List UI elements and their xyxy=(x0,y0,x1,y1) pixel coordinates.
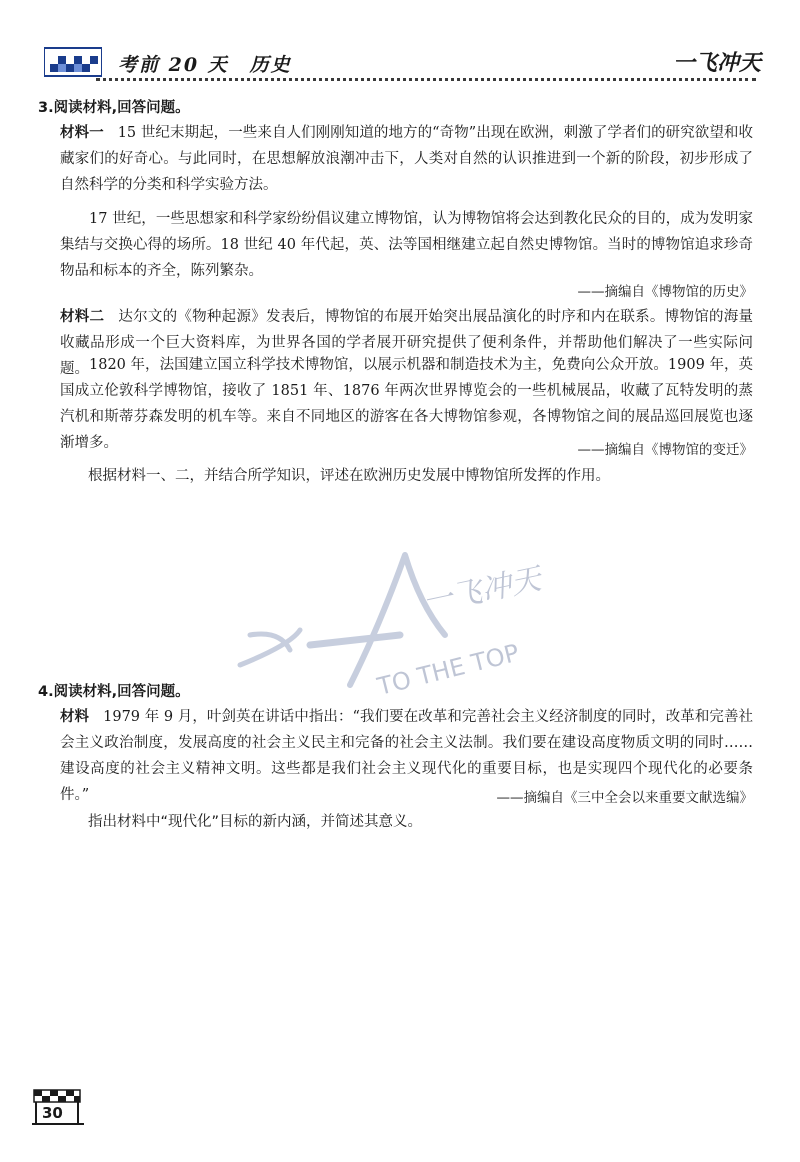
question-4-heading: 4.阅读材料,回答问题。 xyxy=(38,684,190,700)
page-header xyxy=(38,40,763,90)
q3-material-1-para-1 xyxy=(60,120,753,198)
q3-material-1-text-1: 15 世纪末期起，一些来自人们刚刚知道的地方的“奇物”出现在欧洲，刺激了学者们的研究欲望和收藏家们的好奇心。与此同时，在思想解放浪潮冲击下，人类对自然的认识推进到一个新的阶段，初步形成了自然科学的分类和科学实验方法。 xyxy=(60,125,753,193)
q4-material-text: 1979 年 9 月，叶剑英在讲话中指出：“我们要在改革和完善社会主义经济制度的同时，改革和完善社会主义政治制度，发展高度的社会主义民主和完备的社会主义法制。我们要在建设高度物质文明的同时……建设高度的社会主义精神文明。这些都是我们社会主义现代化的重要目标，也是实现四个现代化的必要条件。” xyxy=(60,709,753,803)
q3-material-2-label: 材料二 xyxy=(60,309,105,325)
watermark-logo xyxy=(230,535,550,705)
q4-material-source: ——摘编自《三中全会以来重要文献选编》 xyxy=(496,790,753,806)
q3-material-1-label: 材料一 xyxy=(60,125,104,141)
watermark-cn: 一飞冲天 xyxy=(419,561,545,621)
q3-material-2-para-2: 1820 年，法国建立国立科学技术博物馆，以展示机器和制造技术为主，免费向公众开放。1909 年，英国成立伦敦科学博物馆，接收了 1851 年、1876 年两次世界博览会的一些机械展品，收藏了瓦特发明的蒸汽机和斯蒂芬森发明的机车等。来自不同地区的游客在各大博物馆参观，各博物馆之间的展品巡回展览也逐渐增多。 xyxy=(60,357,753,451)
q3-prompt: 根据材料一、二，并结合所学知识，评述在欧洲历史发展中博物馆所发挥的作用。 xyxy=(88,468,610,484)
question-3-heading: 3.阅读材料,回答问题。 xyxy=(38,100,190,116)
q3-material-1-source: ——摘编自《博物馆的历史》 xyxy=(577,284,753,300)
q3-material-1-para-2: 17 世纪，一些思想家和科学家纷纷倡议建立博物馆，认为博物馆将会达到教化民众的目的，成为发明家集结与交换心得的场所。18 世纪 40 年代起，英、法等国相继建立起自然史博物馆。当时的博物馆追求珍奇物品和标本的齐全，陈列繁杂。 xyxy=(60,211,753,279)
header-brand-logo: 一飞冲天 xyxy=(672,51,761,76)
q3-material-2-source: ——摘编自《博物馆的变迁》 xyxy=(577,442,753,458)
page-number-badge xyxy=(30,1088,86,1128)
watermark-en: TO THE TOP xyxy=(374,638,522,701)
q3-material-2-text-1: 达尔文的《物种起源》发表后，博物馆的布展开始突出展品演化的时序和内在联系。博物馆的海量收藏品形成一个巨大资料库，为世界各国的学者展开研究提供了便利条件，并帮助他们解决了一些实际问题。 xyxy=(60,309,754,377)
q4-material-label: 材料 xyxy=(60,709,90,725)
q4-prompt: 指出材料中“现代化”目标的新内涵，并简述其意义。 xyxy=(88,814,423,830)
checkered-logo-icon xyxy=(44,46,102,78)
page-number: 30 xyxy=(42,1104,63,1122)
header-divider xyxy=(96,78,756,81)
header-title: 考前 20 天 历史 xyxy=(118,54,292,76)
